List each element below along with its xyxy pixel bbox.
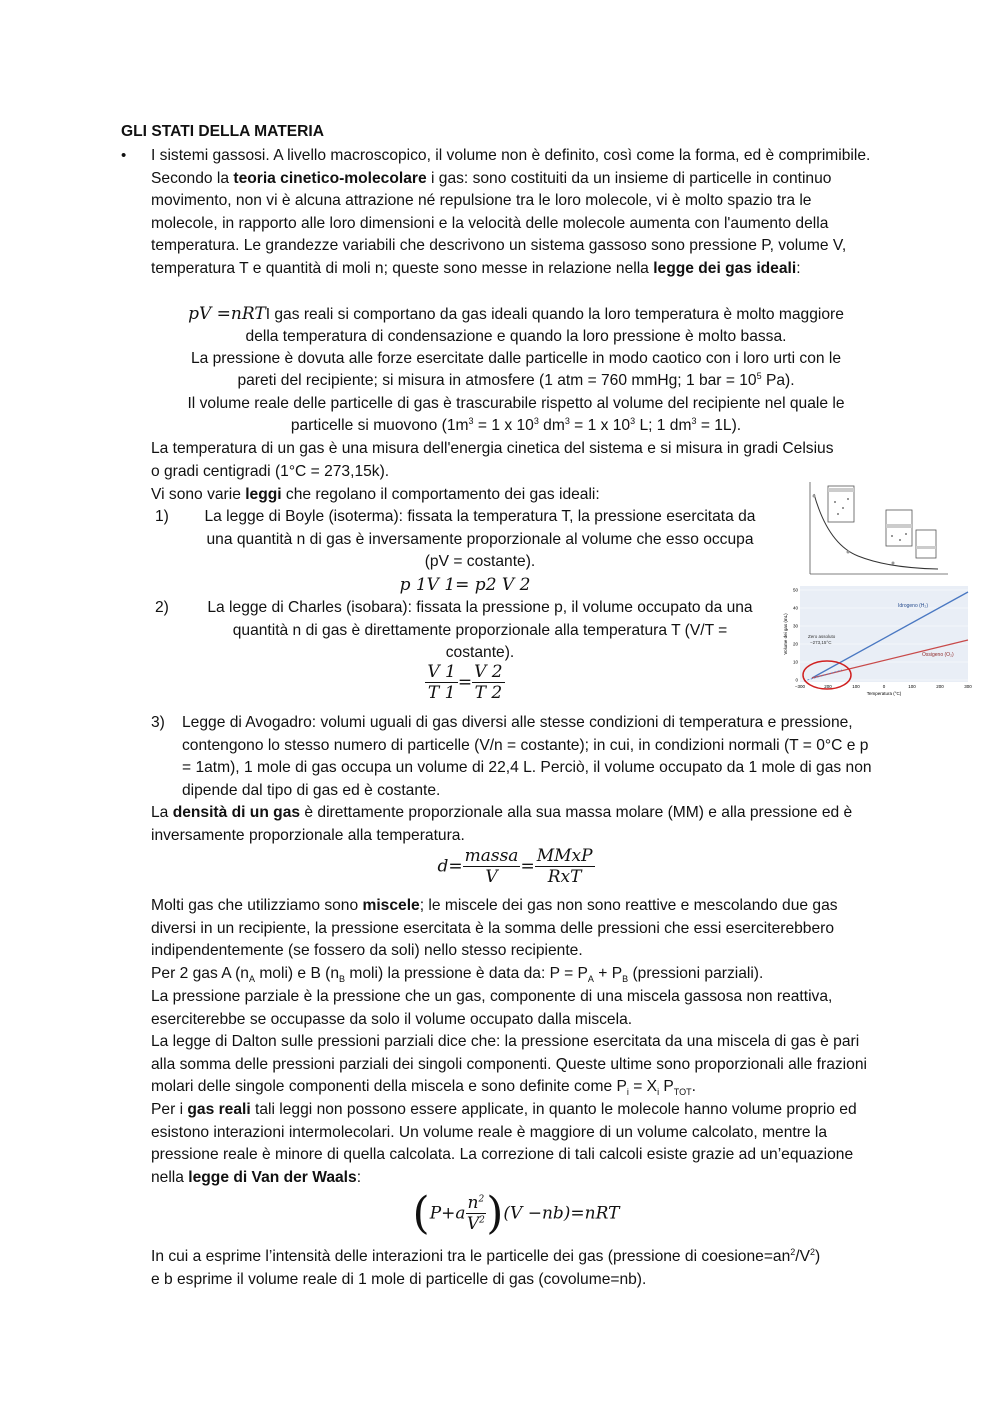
temperature-paragraph: La temperatura di un gas è una misura dell'energia cinetica del sistema e si misura in gradi Celsius o gradi centigradi (1°C = 273,15k).	[151, 440, 834, 480]
x-tick-label: 100	[852, 684, 860, 689]
x-tick-label: 300	[964, 684, 972, 689]
density-equation: d= $\frac{\text{massa}}{V}$ = $\frac{\text{MMxP}}{\text{RxT}}$	[437, 846, 593, 887]
charles-ylabel: Volume dei gas (mL)	[783, 613, 788, 655]
document-page: GLI STATI DELLA MATERIA • I sistemi gassosi. A livello macroscopico, il volume non è definito, così come la forma, ed è comprimibile. Secondo la teoria cinetico-molecolare i gas: sono costituiti da un insieme di particelle in continuo movimento, non vi è alcuna attrazione né repulsione tra le loro molecole, vi è molto spazio tra le molecole, in rapporto alle loro dimensioni e la velocità delle molecole aumenta con l'aumento della temperatura. Le grandezze variabili che descrivono un sistema gassoso sono pressione P, volume V, temperatura T e quantità di moli n; queste sono messe in relazione nella legge dei gas ideali: pV =nRTI gas reali si comportano da gas ideali quando la loro temperatura è molto maggiore della temperatura di condensazione e quando la loro pressione è molto bassa. La pressione è dovuta alle forze esercitate dalle particelle in modo caotico con i loro urti con le pareti del recipiente; si misura in atmosfere (1 atm = 760 mmHg; 1 bar = $10^5$ Pa). Il volume reale delle particelle di gas è trascurabile rispetto al volume del recipiente nel quale le particelle si muovono ($1m^3 = 1$ x $10^3$ $dm^3 = 1$ x $10^3$ L; 1 $dm^3 = 1L$). La temperatura di un gas è una misura dell'energia cinetica del sistema e si misura in gradi Celsius o gradi centigradi (1°C = 273,15k). Vi sono varie leggi che regolano il comportamento dei gas ideali: 1) La legge di Boyle (isoterma): fissata la temperatura T, la pressione esercitata da una quantità n di gas è inversamente proporzionale al volume che esso occupa (pV = costante). p 1V 1= p2 V 2 2) La legge di Charles (isobara): fissata la pressione p, il volume occupato da una quantità n di gas è direttamente proporzionale alla temperatura T (V/T = costante). $\frac{V 1}{T 1}$ = $\frac{V 2}{T 2}$ 3) Legge di Avogadro: volumi uguali di gas diversi alle stesse condizioni di temperatura e pressione, contengono lo stesso numero di particelle (V/n = costante); in cui, in condizioni normali (T = 0°C e p = 1atm), 1 mole di gas occupa un volume di 22,4 L. Perciò, il volume occupato da 1 mole di gas non dipende dal tipo di gas ed è costante. La densità di un gas è direttamente proporzionale alla sua massa molare (MM) e alla pressione ed è inversamente proporzionale alla temperatura. d= $\frac{\text{massa}}{V}$ = $\frac{\text{MMxP}}{\text{RxT}}$ Molti gas che utilizziamo sono miscele; le miscele dei gas non sono reattive e mescolando due gas diversi in un recipiente, la pressione esercitata è la somma delle pressioni che essi eserciterebbero indipendentemente (se fossero da soli) nello stesso recipiente. Per 2 gas A ($n_A$ moli) e B ($n_B$ moli) la pressione è data da: $P = P_A + P_B$ (pressioni parziali). La pressione parziale è la pressione che un gas, componente di una miscela gassosa non reattiva, eserciterebbe se occupasse da solo il volume occupato dalla miscela. La legge di Dalton sulle pressioni parziali dice che: la pressione esercitata da una miscela di gas è pari alla somma delle pressioni parziali dei singoli componenti. Queste ultime sono proporzionali alle frazioni molari delle singole componenti della miscela e sono definite come $P_i = X_i$ $P_{TOT}$. Per i gas reali tali leggi non possono essere applicate, in quanto le molecole hanno volume proprio ed esistono interazioni intermolecolari. Un volume reale è maggiore di un volume calcolato, mentre la pressione reale è minore di quella calcolata. La correzione di tali calcoli esiste grazie ad un’equazione nella legge di Van der Waals: (P+a $\frac{n^2}{V^2}$ )(V −nb)=nRT In cui a esprime l’intensità delle interazioni tra le particelle dei gas (pressione di $coesione=an^2/V^2$) e b esprime il volume reale di 1 mole di particelle di gas (covolume=nb). 50 40 30 20 10 0 −300 200 100 0 100 200 300 Volume dei gas (mL) Temperatura (°C) Idrogeno (H₂) Ossigeno (O₂) Zero assoluto −273,15°C	[0, 0, 1000, 1414]
y-tick-label: 20	[792, 641, 798, 647]
absolute-zero-value: −273,15°C	[810, 640, 832, 645]
volume-paragraph: Il volume reale delle particelle di gas è trascurabile rispetto al volume del recipiente nel quale le particelle si muovono ($1m^3 = 1$ x $10^3$ $dm^3 = 1$ x $10^3$ L; 1 $dm^3 = 1L$).	[187, 395, 845, 434]
page-title: GLI STATI DELLA MATERIA	[121, 123, 324, 140]
x-tick-label: 0	[882, 684, 886, 689]
dalton-paragraph: La legge di Dalton sulle pressioni parziali dice che: la pressione esercitata da una miscela di gas è pari alla somma delle pressioni parziali dei singoli componenti. Queste ultime sono proporzionali alle frazioni molari delle singole componenti della miscela e sono definite come $P_i = X_i$ $P_{TOT}$.	[151, 1033, 867, 1098]
charles-equation: $\frac{V 1}{T 1}$ = $\frac{V 2}{T 2}$	[427, 662, 503, 703]
hydrogen-label: Idrogeno (H₂)	[898, 603, 929, 609]
y-tick-label: 0	[795, 677, 798, 683]
van-der-waals-equation: (P+a $\frac{n^2}{V^2}$ )(V −nb)=nRT	[412, 1188, 620, 1239]
boyle-equation: p 1V 1= p2 V 2	[399, 575, 531, 595]
absolute-zero-label: Zero assoluto	[808, 634, 836, 639]
y-tick-label: 10	[792, 659, 798, 665]
pressure-paragraph: La pressione è dovuta alle forze esercitate dalle particelle in modo caotico con i loro urti con le pareti del recipiente; si misura in atmosfere (1 atm = 760 mmHg; 1 bar = $10^5$ Pa).	[190, 350, 842, 389]
mixtures-paragraph: Molti gas che utilizziamo sono miscele; le miscele dei gas non sono reattive e mescolando due gas diversi in un recipiente, la pressione esercitata è la somma delle pressioni che essi eserciterebbero indipendentemente (se fossero da soli) nello stesso recipiente.	[151, 897, 838, 960]
paragraph-gas-systems: I sistemi gassosi. A livello macroscopico, il volume non è definito, così come la forma, ed è comprimibile. Secondo la teoria cinetico-molecolare i gas: sono costituiti da un insieme di particelle in continuo movimento, non vi è alcuna attrazione né repulsione tra le loro molecole, vi è molto spazio tra le molecole, in rapporto alle loro dimensioni e la velocità delle molecole aumenta con l'aumento della temperatura. Le grandezze variabili che descrivono un sistema gassoso sono pressione P, volume V, temperatura T e quantità di moli n; queste sono messe in relazione nella legge dei gas ideali:	[151, 147, 871, 277]
x-tick-label: 200	[936, 684, 944, 689]
charles-xlabel: Temperatura (°C)	[866, 691, 902, 696]
charles-law-chart	[782, 582, 974, 698]
oxygen-label: Ossigeno (O₂)	[922, 652, 954, 658]
ideal-gas-equation: pV =nRT	[188, 304, 266, 324]
partial-pressure-definition: La pressione parziale è la pressione che un gas, componente di una miscela gassosa non reattiva, eserciterebbe se occupasse da solo il volume occupato dalla miscela.	[151, 988, 833, 1028]
real-gases-paragraph: Per i gas reali tali leggi non possono essere applicate, in quanto le molecole hanno volume proprio ed esistono interazioni intermolecolari. Un volume reale è maggiore di un volume calcolato, mentre la pressione reale è minore di quella calcolata. La correzione di tali calcoli esiste grazie ad un’equazione nella legge di Van der Waals:	[151, 1101, 857, 1186]
bullet-marker: •	[121, 147, 127, 164]
partial-pressure-formula: Per 2 gas A ($n_A$ moli) e B ($n_B$ moli) la pressione è data da: $P = P_A + P_B$ (pressioni parziali).	[151, 965, 764, 985]
laws-intro: Vi sono varie leggi che regolano il comportamento dei gas ideali:	[151, 486, 600, 503]
density-paragraph: La densità di un gas è direttamente proporzionale alla sua massa molare (MM) e alla pressione ed è inversamente proporzionale alla temperatura.	[151, 804, 853, 844]
x-tick-label: −300	[794, 684, 806, 689]
x-tick-label: 200	[824, 684, 832, 689]
x-tick-label: 100	[908, 684, 916, 689]
boyle-figure	[788, 474, 948, 584]
y-tick-label: 40	[792, 605, 798, 611]
y-tick-label: 30	[792, 623, 798, 629]
ideal-gas-line: pV =nRTI gas reali si comportano da gas ideali quando la loro temperatura è molto maggiore della temperatura di condensazione e quando la loro pressione è molto bassa.	[188, 304, 844, 345]
y-tick-label: 50	[792, 587, 798, 593]
van-der-waals-explanation: In cui a esprime l’intensità delle interazioni tra le particelle dei gas (pressione di $coesione=an^2/V^2$) e b esprime il volume reale di 1 mole di particelle di gas (covolume=nb).	[151, 1246, 821, 1288]
